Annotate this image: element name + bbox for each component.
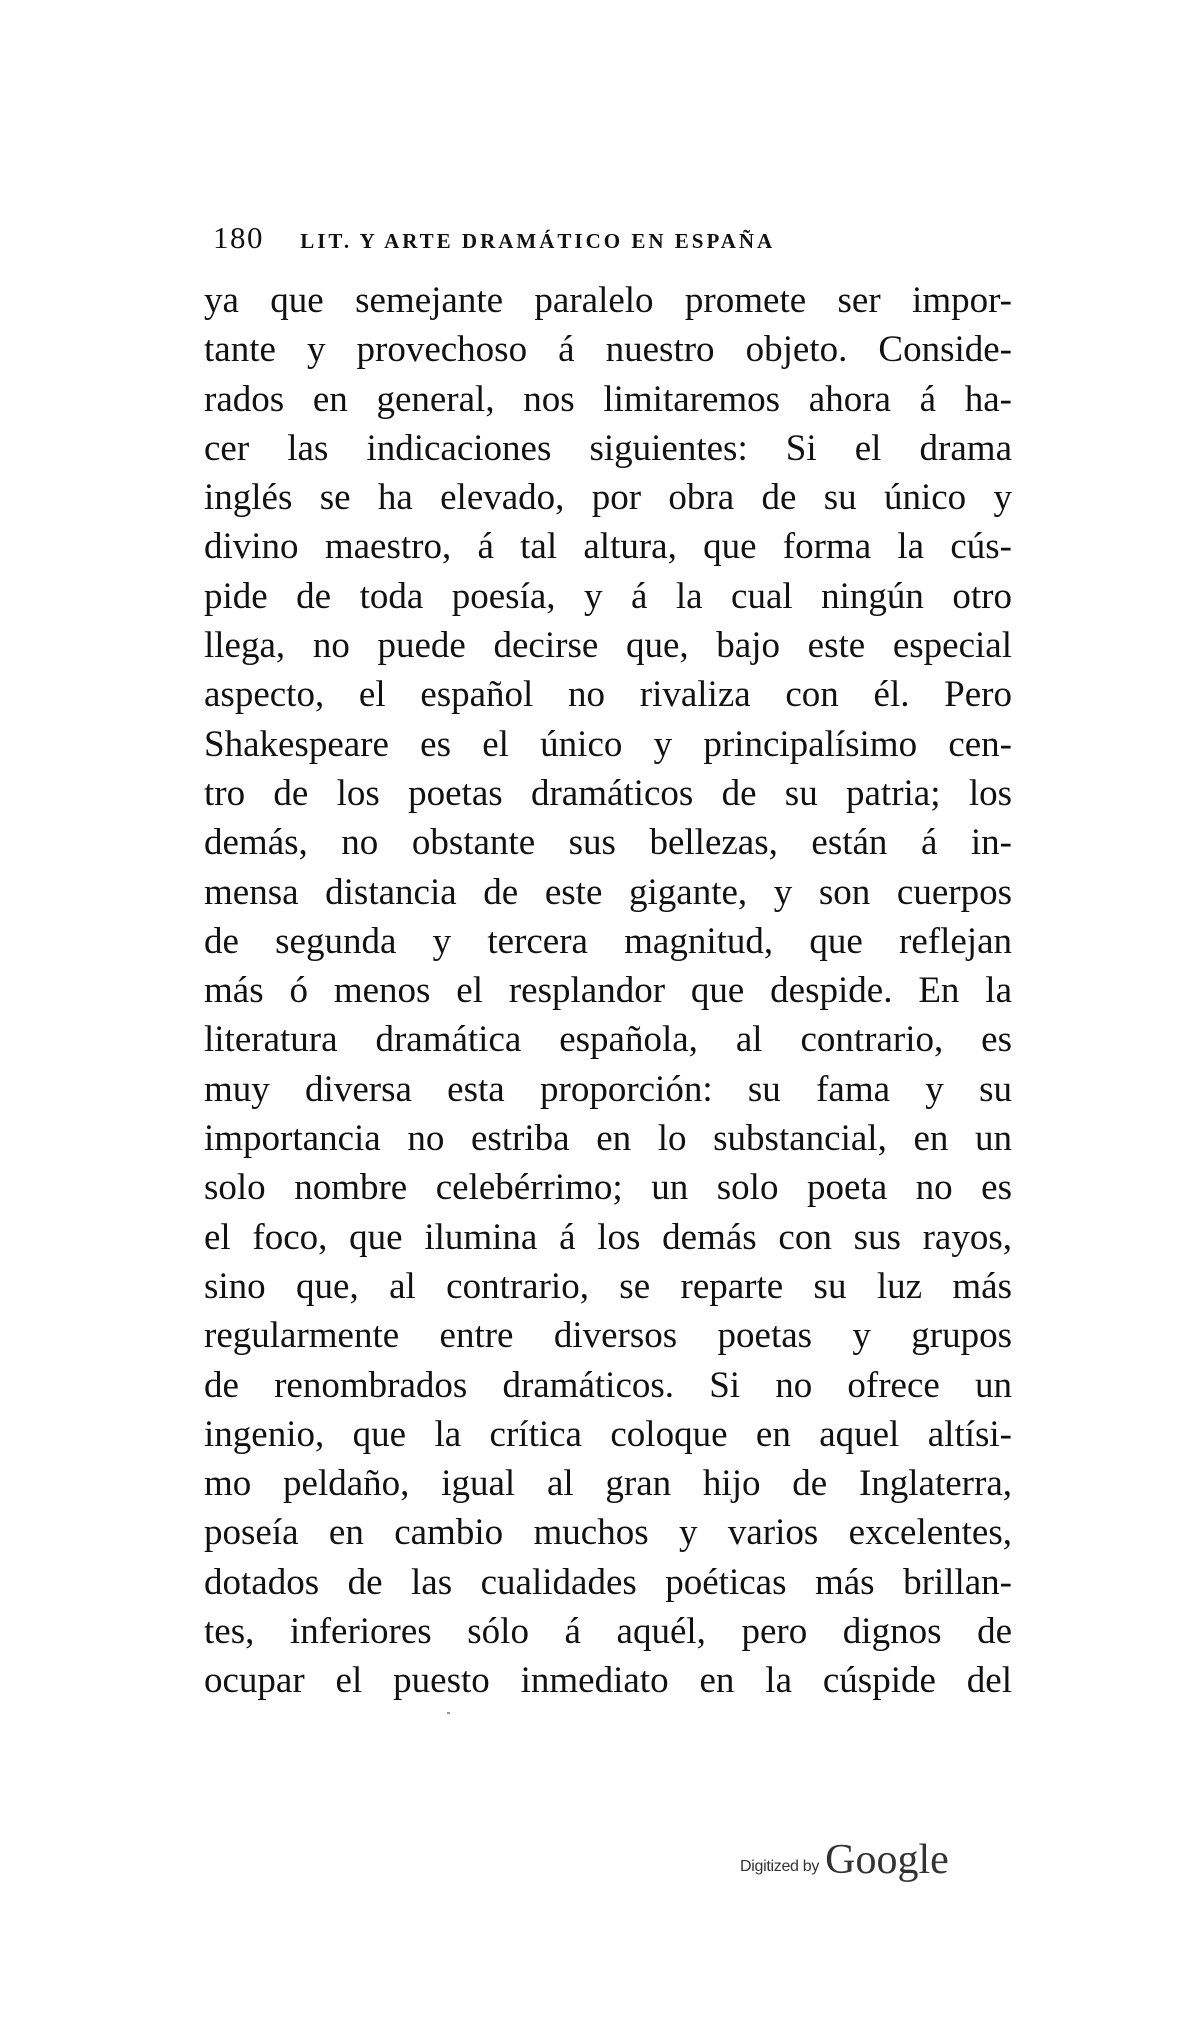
text-line: muy diversa esta proporción: su fama y su	[204, 1068, 1012, 1110]
text-line: llega, no puede decirse que, bajo este especial	[204, 625, 1012, 667]
text-line: solo nombre celebérrimo; un solo poeta no es	[204, 1167, 1012, 1209]
text-line: divino maestro, á tal altura, que forma la cús-	[204, 526, 1012, 568]
text-line: ocupar el puesto inmediato en la cúspide del	[204, 1660, 1012, 1702]
running-title: LIT. Y ARTE DRAMÁTICO EN ESPAÑA	[300, 229, 776, 253]
text-line: regularmente entre diversos poetas y grupos	[204, 1315, 1012, 1357]
page-number: 180	[213, 220, 264, 255]
text-line: tes, inferiores sólo á aquél, pero dignos de	[204, 1611, 1012, 1653]
text-line: cer las indicaciones siguientes: Si el drama	[204, 427, 1012, 469]
text-line: ya que semejante paralelo promete ser impor-	[204, 280, 1012, 321]
text-line: dotados de las cualidades poéticas más brillan-	[204, 1561, 1012, 1603]
text-line: literatura dramática española, al contrario, es	[204, 1019, 1012, 1061]
text-line: sino que, al contrario, se reparte su luz más	[204, 1265, 1012, 1307]
scan-speck	[447, 1712, 450, 1714]
text-line: de segunda y tercera magnitud, que reflejan	[204, 920, 1012, 962]
text-line: aspecto, el español no rivaliza con él. Pero	[204, 674, 1012, 716]
body-text	[204, 276, 1012, 1706]
text-line: Shakespeare es el único y principalísimo cen-	[204, 723, 1012, 765]
text-line: de renombrados dramáticos. Si no ofrece un	[204, 1364, 1012, 1406]
running-head	[213, 220, 993, 260]
text-line: inglés se ha elevado, por obra de su único y	[204, 477, 1012, 519]
text-line: mo peldaño, igual al gran hijo de Inglaterra,	[204, 1463, 1012, 1505]
text-line: demás, no obstante sus bellezas, están á in-	[204, 822, 1012, 864]
digitized-watermark	[740, 1836, 949, 1884]
text-line: tante y provechoso á nuestro objeto. Conside-	[204, 329, 1012, 371]
text-line: mensa distancia de este gigante, y son cuerpos	[204, 871, 1012, 913]
text-line: pide de toda poesía, y á la cual ningún otro	[204, 575, 1012, 617]
text-line: tro de los poetas dramáticos de su patria; los	[204, 772, 1012, 814]
watermark-prefix: Digitized by	[740, 1858, 820, 1875]
text-line: importancia no estriba en lo substancial, en un	[204, 1118, 1012, 1160]
text-line: el foco, que ilumina á los demás con sus rayos,	[204, 1216, 1012, 1258]
text-line: poseía en cambio muchos y varios excelentes,	[204, 1512, 1012, 1554]
text-line: más ó menos el resplandor que despide. En la	[204, 970, 1012, 1012]
text-line: ingenio, que la crítica coloque en aquel altísi-	[204, 1413, 1012, 1455]
watermark-brand: Google	[825, 1837, 949, 1883]
text-line: rados en general, nos limitaremos ahora á ha-	[204, 378, 1012, 420]
